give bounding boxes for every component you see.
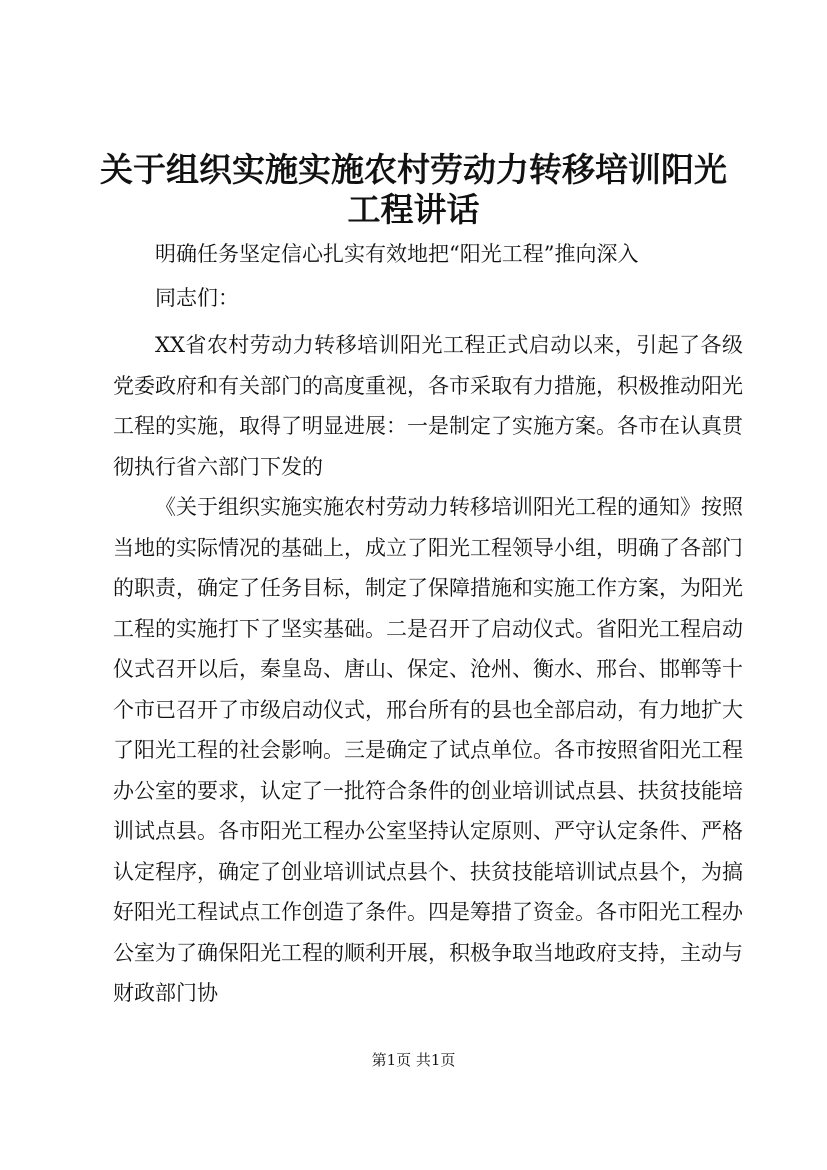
document-body [113, 325, 743, 1014]
body-paragraph-1: XX省农村劳动力转移培训阳光工程正式启动以来，引起了各级党委政府和有关部门的高度重视，各市采取有力措施，积极推动阳光工程的实施，取得了明显进展：一是制定了实施方案。各市在认真贯彻执行省六部门下发的 [113, 333, 743, 479]
body-paragraph-2: 《关于组织实施实施农村劳动力转移培训阳光工程的通知》按照当地的实际情况的基础上，成立了阳光工程领导小组，明确了各部门的职责，确定了任务目标，制定了保障措施和实施工作方案，为阳光工程的实施打下了坚实基础。二是召开了启动仪式。省阳光工程启动仪式召开以后，秦皇岛、唐山、保定、沧州、衡水、邢台、邯郸等十个市已召开了市级启动仪式，邢台所有的县也全部启动，有力地扩大了阳光工程的社会影响。三是确定了试点单位。各市按照省阳光工程办公室的要求，认定了一批符合条件的创业培训试点县、扶贫技能培训试点县。各市阳光工程办公室坚持认定原则、严守认定条件、严格认定程序，确定了创业培训试点县个、扶贫技能培训试点县个，为搞好阳光工程试点工作创造了条件。四是筹措了资金。各市阳光工程办公室为了确保阳光工程的顺利开展，积极争取当地政府支持，主动与财政部门协 [113, 495, 743, 1005]
page-footer: 第1页 共1页 [371, 1051, 456, 1069]
salutation: 同志们： [155, 286, 239, 310]
document-subtitle: 明确任务坚定信心扎实有效地把“阳光工程”推向深入 [155, 242, 639, 266]
document-title: 关于组织实施实施农村劳动力转移培训阳光工程讲话 [100, 150, 727, 229]
